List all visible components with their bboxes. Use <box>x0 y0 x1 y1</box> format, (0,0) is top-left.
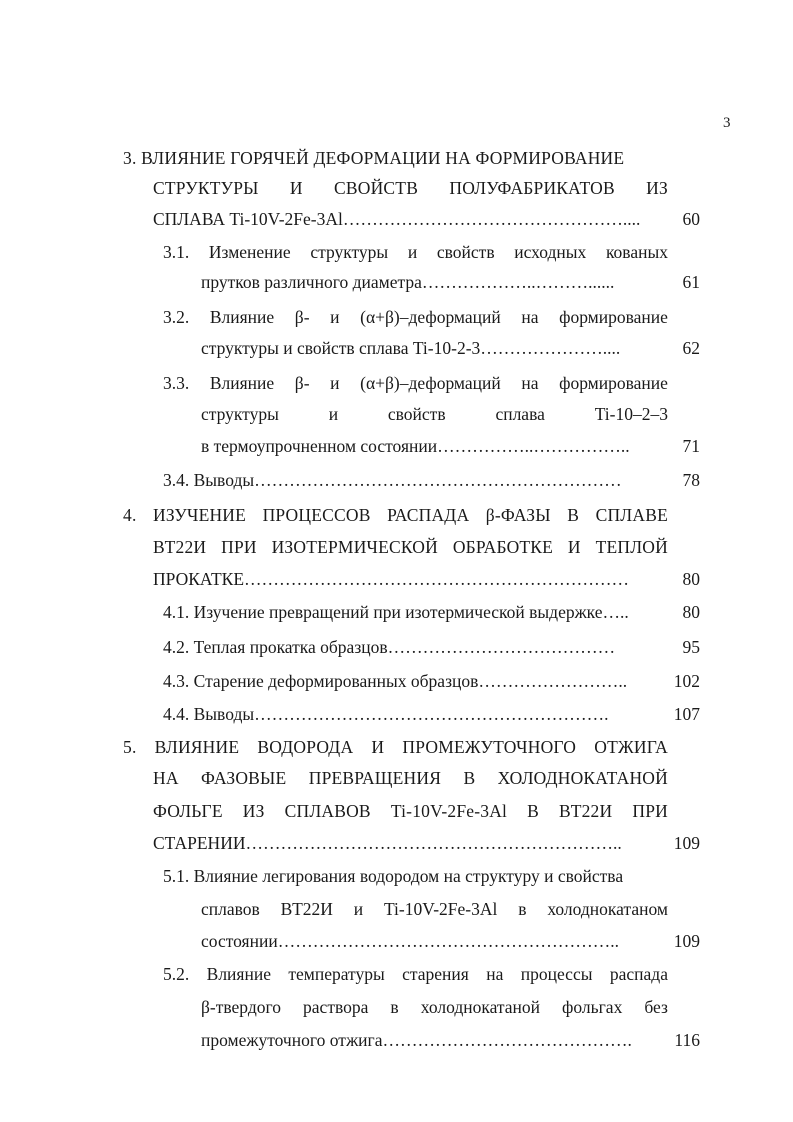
chapter-4-line-2 <box>153 535 668 559</box>
word: старения <box>402 964 469 984</box>
word: температуры <box>288 964 385 984</box>
word: СПЛАВОВ <box>284 801 371 821</box>
word: ФОЛЬГЕ <box>153 801 223 821</box>
chapter-5-line-2 <box>153 766 668 790</box>
word: и <box>330 373 340 393</box>
word: свойств <box>387 404 446 424</box>
word: на <box>521 373 539 393</box>
word: в <box>390 997 399 1017</box>
word: Изменение <box>208 242 291 262</box>
word: свойств <box>436 242 495 262</box>
section-4-2-page: 95 <box>682 637 700 657</box>
chapter-5-line-3 <box>153 799 668 823</box>
word: ОТЖИГА <box>594 737 668 757</box>
word: ИЗ <box>242 801 265 821</box>
word: ПРЕВРАЩЕНИЯ <box>308 768 442 788</box>
word: ИЗОТЕРМИЧЕСКОЙ <box>271 537 438 557</box>
page-number: 3 <box>723 115 731 131</box>
section-3-1-line-1 <box>163 240 668 264</box>
word: ВТ22И <box>153 537 207 557</box>
section-4-4-page: 107 <box>673 704 700 724</box>
word: и <box>407 242 418 262</box>
word: 5.2. <box>163 964 190 984</box>
word: распада <box>609 964 668 984</box>
section-5-1-line-3: состоянии………………………………………………….. <box>201 931 619 951</box>
word: сплавов <box>201 899 260 919</box>
word: кованых <box>605 242 668 262</box>
word: СВОЙСТВ <box>334 178 419 198</box>
word: β- <box>294 307 310 327</box>
section-4-2-title: 4.2. Теплая прокатка образцов………………………………… <box>163 637 616 657</box>
section-5-2-line-1 <box>163 962 668 986</box>
word: на <box>486 964 504 984</box>
section-4-4-title: 4.4. Выводы……………………………………………………. <box>163 704 609 724</box>
word: 4. <box>123 505 137 525</box>
section-4-1-page: 80 <box>682 602 700 622</box>
word: ВОДОРОДА <box>257 737 354 757</box>
word: В <box>527 801 540 821</box>
chapter-3-line-1: 3. ВЛИЯНИЕ ГОРЯЧЕЙ ДЕФОРМАЦИИ НА ФОРМИРОВАНИЕ <box>123 148 625 168</box>
word: Ti-10V-2Fe-3Al <box>383 899 498 919</box>
word: Влияние <box>209 307 275 327</box>
word: без <box>644 997 668 1017</box>
word: структуры <box>310 242 389 262</box>
word: ИЗУЧЕНИЕ <box>153 505 247 525</box>
word: (α+β)–деформаций <box>360 307 501 327</box>
word: ПРОМЕЖУТОЧНОГО <box>402 737 577 757</box>
section-5-2-page: 116 <box>674 1030 700 1050</box>
chapter-4-line-1 <box>123 503 668 527</box>
chapter-4-line-3: ПРОКАТКЕ………………………………………………………… <box>153 569 630 589</box>
word: СТРУКТУРЫ <box>153 178 259 198</box>
section-3-2-line-2: структуры и свойств сплава Ti-10-2-3………………….... <box>201 338 621 358</box>
word: Влияние <box>206 964 271 984</box>
word: Ti-10–2–3 <box>594 404 668 424</box>
word: на <box>521 307 539 327</box>
word: холоднокатаной <box>420 997 540 1017</box>
word: РАСПАДА <box>387 505 470 525</box>
section-5-2-line-3: промежуточного отжига……………………………………. <box>201 1030 632 1050</box>
section-3-2-page: 62 <box>682 338 700 358</box>
word: ВТ22И <box>280 899 333 919</box>
section-3-3-line-1 <box>163 371 668 395</box>
chapter-3-page: 60 <box>682 209 700 229</box>
word: И <box>371 737 385 757</box>
word: ПРИ <box>221 537 257 557</box>
section-3-3-line-3: в термоупрочненном состоянии……………..…………….. <box>201 436 630 456</box>
section-5-1-line-2 <box>201 897 668 921</box>
word: ПОЛУФАБРИКАТОВ <box>449 178 615 198</box>
word: ИЗ <box>646 178 668 198</box>
chapter-5-line-1 <box>123 735 668 759</box>
section-3-4-title: 3.4. Выводы……………………………………………………… <box>163 470 622 490</box>
word: ФАЗОВЫЕ <box>201 768 287 788</box>
section-5-2-line-2 <box>201 995 668 1019</box>
word: 3.1. <box>163 242 190 262</box>
word: ОБРАБОТКЕ <box>452 537 554 557</box>
section-4-3-page: 102 <box>673 671 700 691</box>
word: 3.3. <box>163 373 190 393</box>
section-3-2-line-1 <box>163 305 668 329</box>
word: ПРИ <box>632 801 668 821</box>
section-3-3-page: 71 <box>682 436 700 456</box>
word: β- <box>294 373 310 393</box>
word: ВЛИЯНИЕ <box>154 737 240 757</box>
word: И <box>567 537 581 557</box>
word: В <box>567 505 580 525</box>
chapter-3-line-3: СПЛАВА Ti-10V-2Fe-3Al………………………………………….... <box>153 209 641 229</box>
word: структуры <box>201 404 279 424</box>
word: и <box>330 307 340 327</box>
section-3-1-line-2: прутков различного диаметра………………..………...... <box>201 272 615 292</box>
word: процессы <box>520 964 593 984</box>
word: и <box>353 899 364 919</box>
word: и <box>328 404 339 424</box>
word: раствора <box>303 997 369 1017</box>
word: ТЕПЛОЙ <box>595 537 668 557</box>
word: И <box>289 178 303 198</box>
word: ВТ22И <box>559 801 613 821</box>
word: сплава <box>495 404 545 424</box>
section-3-4-page: 78 <box>682 470 700 490</box>
chapter-4-page: 80 <box>682 569 700 589</box>
word: В <box>463 768 476 788</box>
word: фольгах <box>562 997 623 1017</box>
word: формирование <box>559 307 668 327</box>
word: Влияние <box>209 373 275 393</box>
word: СПЛАВЕ <box>595 505 668 525</box>
word: β-твердого <box>201 997 281 1017</box>
word: формирование <box>559 373 668 393</box>
chapter-5-page: 109 <box>673 833 700 853</box>
word: (α+β)–деформаций <box>360 373 501 393</box>
section-3-1-page: 61 <box>682 272 700 292</box>
section-5-1-page: 109 <box>673 931 700 951</box>
word: ХОЛОДНОКАТАНОЙ <box>497 768 668 788</box>
chapter-5-line-4: СТАРЕНИИ……………………………………………………….. <box>153 833 622 853</box>
chapter-3-line-2 <box>153 176 668 200</box>
word: в <box>518 899 527 919</box>
word: НА <box>153 768 179 788</box>
section-4-3-title: 4.3. Старение деформированных образцов…………………….. <box>163 671 628 691</box>
word: β-ФАЗЫ <box>485 505 551 525</box>
section-3-3-line-2 <box>201 402 668 426</box>
word: 3.2. <box>163 307 190 327</box>
word: ПРОЦЕССОВ <box>262 505 371 525</box>
word: 5. <box>123 737 137 757</box>
word: холоднокатаном <box>547 899 668 919</box>
section-4-1-title: 4.1. Изучение превращений при изотермической выдержке….. <box>163 602 629 622</box>
word: исходных <box>514 242 587 262</box>
section-5-1-line-1: 5.1. Влияние легирования водородом на структуру и свойства <box>163 866 624 886</box>
word: Ti-10V-2Fe-3Al <box>390 801 508 821</box>
